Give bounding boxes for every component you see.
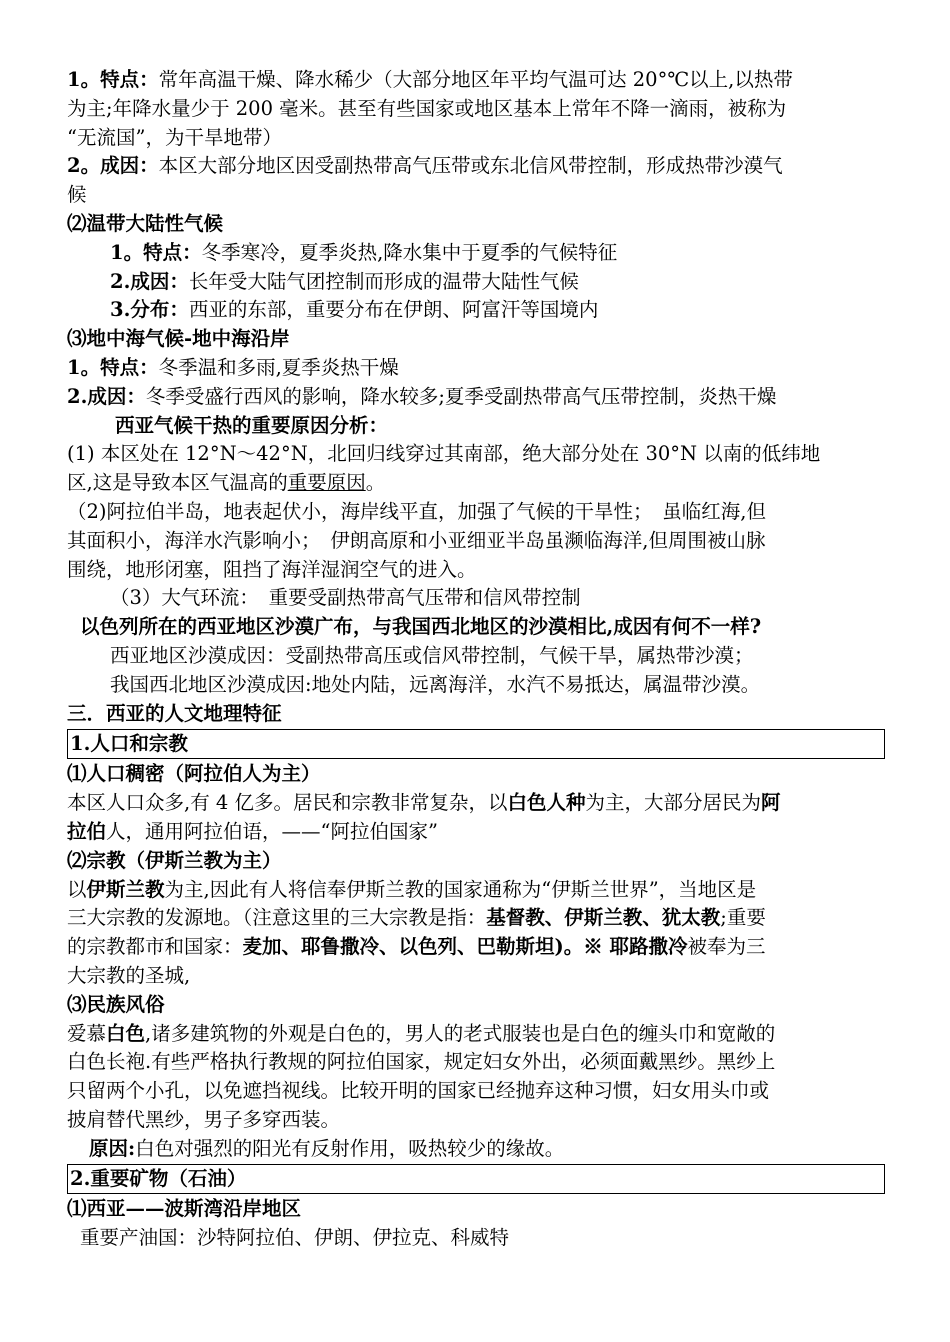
- subsection-heading: ⑴西亚——波斯湾沿岸地区: [67, 1197, 302, 1221]
- cause-line: [67, 383, 887, 412]
- text-line: [67, 876, 887, 905]
- text-line: 大宗教的圣城,: [67, 963, 191, 987]
- text-span: 为主,因此有人将信奉伊斯兰教的国家通称为“伊斯兰世界”，当地区是: [164, 877, 757, 901]
- cause-label: 2.成因：: [110, 269, 189, 293]
- section-heading: 三．西亚的人文地理特征: [67, 701, 282, 725]
- feature-text: 常年高温干燥、降水稀少（大部分地区年平均气温可达 20°℃以上,以热带: [158, 68, 793, 91]
- text-span: 以: [67, 877, 87, 901]
- cause-label: 2。成因：: [67, 154, 159, 178]
- analysis-line: （3）大气环流： 重要受副热带高气压带和信风带控制: [110, 586, 581, 610]
- feature-label: 1。特点：: [67, 355, 159, 379]
- question-heading: 以色列所在的西亚地区沙漠广布，与我国西北地区的沙漠相比,成因有何不一样?: [80, 615, 762, 639]
- subsection-heading: ⑴人口稠密（阿拉伯人为主）: [67, 762, 321, 786]
- analysis-text: 。: [365, 471, 386, 495]
- reason-line: [67, 1135, 887, 1164]
- text-line: [67, 818, 887, 847]
- text-span: 的宗教都市和国家：: [67, 935, 243, 959]
- text-span: ;重要: [720, 906, 766, 930]
- bold-text: 基督教、伊斯兰教、犹太教: [486, 906, 721, 930]
- feature-label: 1。特点：: [67, 68, 159, 91]
- section-heading: ⑵温带大陆性气候: [67, 211, 224, 235]
- analysis-text: 区,这是导致本区气温高的: [67, 471, 288, 495]
- text-span: ,诸多建筑物的外观是白色的，男人的老式服装也是白色的缠头巾和宽敞的: [145, 1021, 776, 1045]
- text-line: 候: [67, 183, 87, 207]
- analysis-heading: 西亚气候干热的重要原因分析：: [115, 413, 389, 437]
- distribution-label: 3.分布：: [110, 298, 189, 322]
- feature-line: [67, 354, 887, 383]
- document-page: [67, 66, 887, 1253]
- text-span: 被奉为三: [687, 935, 766, 959]
- analysis-line: （2)阿拉伯半岛，地表起伏小，海岸线平直，加强了气候的干旱性； 虽临红海,但: [67, 499, 766, 523]
- feature-line: [67, 66, 887, 95]
- cause-label: 2.成因：: [67, 384, 146, 408]
- text-span: 本区人口众多,有 4 亿多。居民和宗教非常复杂，以: [67, 791, 508, 815]
- reason-text: 白色对强烈的阳光有反射作用，吸热较少的缘故。: [135, 1136, 565, 1160]
- text-line: “无流国”，为干旱地带）: [67, 125, 282, 149]
- cause-line: [67, 152, 887, 181]
- analysis-line: 围绕，地形闭塞，阻挡了海洋湿润空气的进入。: [67, 557, 477, 581]
- analysis-line: 其面积小，海洋水汽影响小； 伊朗高原和小亚细亚半岛虽濒临海洋,但周围被山脉: [67, 528, 766, 552]
- text-line: [67, 789, 887, 818]
- text-line: [67, 1020, 887, 1049]
- analysis-line: (1) 本区处在 12°N～42°N，北回归线穿过其南部，绝大部分处在 30°N 以南的低纬地: [67, 442, 821, 466]
- boxed-subheading: 1.人口和宗教: [67, 729, 885, 759]
- text-span: 爱慕: [67, 1021, 107, 1045]
- distribution-line: [67, 296, 887, 325]
- cause-line: [67, 268, 887, 297]
- bold-text: 拉伯: [67, 819, 107, 843]
- subsection-heading: ⑵宗教（伊斯兰教为主）: [67, 848, 282, 872]
- bold-text: 麦加、耶鲁撒冷、以色列、巴勒斯坦)。※ 耶路撒冷: [242, 935, 688, 959]
- text-line: 为主;年降水量少于 200 毫米。甚至有些国家或地区基本上常年不降一滴雨，被称为: [67, 96, 787, 120]
- feature-text: 冬季温和多雨,夏季炎热干燥: [158, 355, 399, 379]
- underlined-text: 重要原因: [287, 471, 366, 495]
- feature-line: [67, 239, 887, 268]
- analysis-line: [67, 469, 887, 498]
- bold-text: 伊斯兰教: [86, 877, 165, 901]
- bold-text: 白色: [106, 1021, 146, 1045]
- cause-text: 冬季受盛行西风的影响，降水较多;夏季受副热带高气压带控制，炎热干燥: [145, 384, 777, 408]
- text-line: 只留两个小孔，以免遮挡视线。比较开明的国家已经抛弃这种习惯，妇女用头巾或: [67, 1079, 770, 1103]
- text-line: 重要产油国：沙特阿拉伯、伊朗、伊拉克、科威特: [80, 1226, 510, 1250]
- feature-label: 1。特点：: [110, 240, 202, 264]
- text-line: [67, 933, 887, 962]
- text-span: 三大宗教的发源地。（注意这里的三大宗教是指：: [67, 906, 487, 930]
- cause-text: 长年受大陆气团控制而形成的温带大陆性气候: [188, 269, 579, 293]
- text-span: 人，通用阿拉伯语，——“阿拉伯国家”: [106, 819, 438, 843]
- answer-line: 我国西北地区沙漠成因:地处内陆，远离海洋，水汽不易抵达，属温带沙漠。: [110, 672, 761, 696]
- bold-text: 白色人种: [507, 791, 586, 815]
- section-heading: ⑶地中海气候-地中海沿岸: [67, 327, 290, 351]
- text-line: 披肩替代黑纱，男子多穿西装。: [67, 1107, 341, 1131]
- boxed-subheading: 2.重要矿物（石油）: [67, 1164, 885, 1194]
- feature-text: 冬季寒冷，夏季炎热,降水集中于夏季的气候特征: [201, 240, 618, 264]
- text-line: [67, 904, 887, 933]
- bold-text: 阿: [761, 791, 781, 815]
- reason-label: 原因:: [89, 1136, 136, 1160]
- answer-line: 西亚地区沙漠成因：受副热带高压或信风带控制，气候干旱，属热带沙漠；: [110, 643, 754, 667]
- text-span: 为主，大部分居民为: [585, 791, 762, 815]
- subsection-heading: ⑶民族风俗: [67, 992, 165, 1016]
- distribution-text: 西亚的东部，重要分布在伊朗、阿富汗等国境内: [188, 298, 599, 322]
- cause-text: 本区大部分地区因受副热带高气压带或东北信风带控制，形成热带沙漠气: [158, 154, 783, 178]
- text-line: 白色长袍.有些严格执行教规的阿拉伯国家，规定妇女外出，必须面戴黑纱。黑纱上: [67, 1050, 776, 1074]
